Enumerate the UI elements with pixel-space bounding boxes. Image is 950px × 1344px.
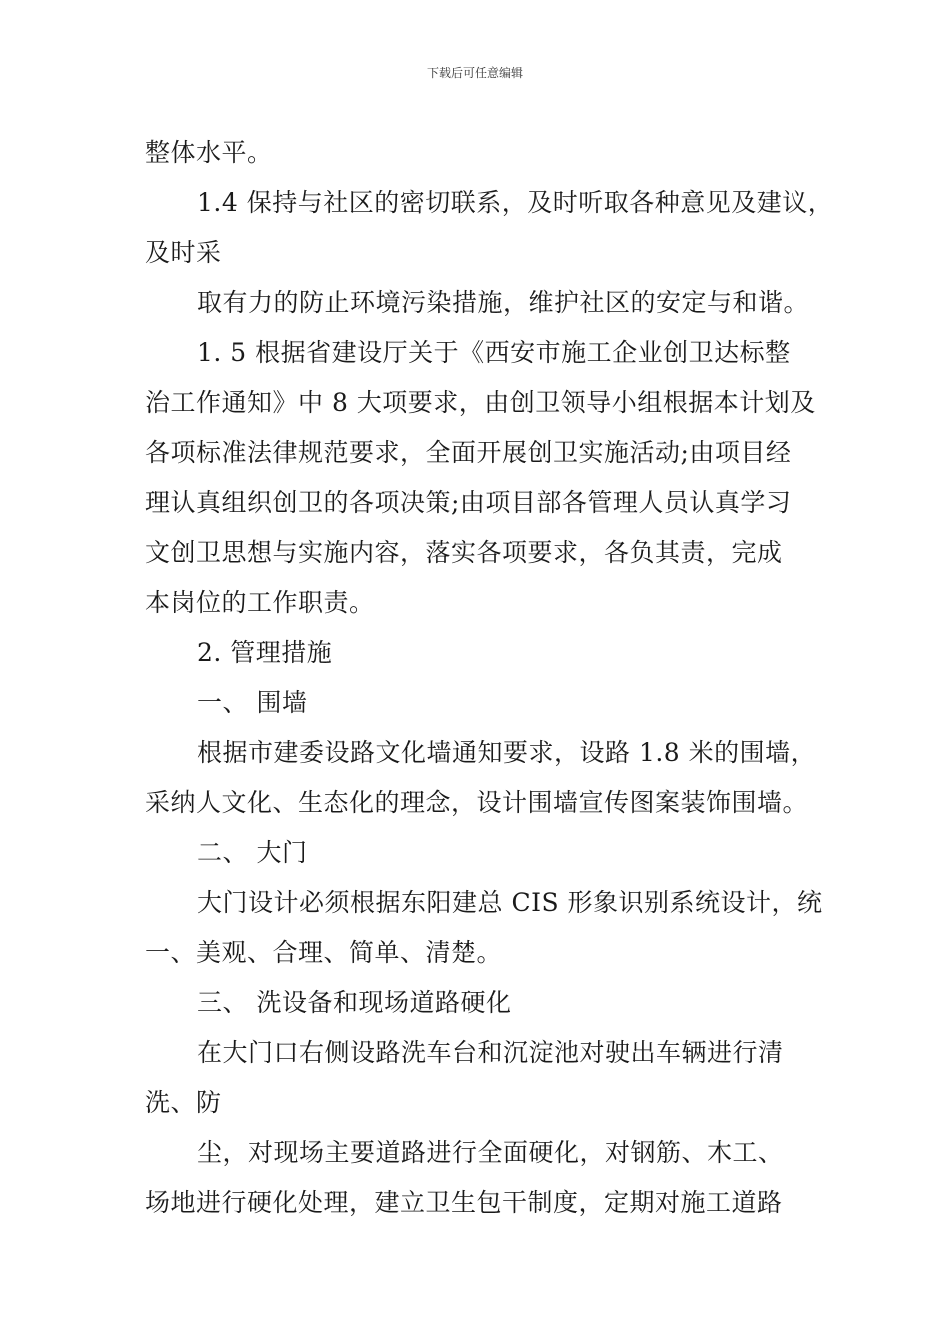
section-heading: 三、 洗设备和现场道路硬化 bbox=[197, 988, 512, 1017]
text-line: 取有力的防止环境污染措施，维护社区的安定与和谐。 bbox=[197, 288, 810, 317]
text-line: 整体水平。 bbox=[145, 138, 273, 167]
text-line: 大门设计必须根据东阳建总 CIS 形象识别系统设计，统 bbox=[197, 888, 823, 917]
text-line: 本岗位的工作职责。 bbox=[145, 588, 375, 617]
document-body bbox=[145, 128, 834, 1228]
text-line: 及时采 bbox=[145, 238, 222, 267]
text-line: 理认真组织创卫的各项决策;由项目部各管理人员认真学习 bbox=[145, 488, 792, 517]
text-line: 场地进行硬化处理，建立卫生包干制度，定期对施工道路 bbox=[145, 1188, 783, 1217]
section-heading: 二、 大门 bbox=[197, 838, 308, 867]
text-line: 文创卫思想与实施内容，落实各项要求，各负其责，完成 bbox=[145, 538, 783, 567]
text-line: 1. 5 根据省建设厅关于《西安市施工企业创卫达标整 bbox=[197, 338, 791, 367]
text-line: 1.4 保持与社区的密切联系，及时听取各种意见及建议， bbox=[197, 188, 834, 217]
text-line: 各项标准法律规范要求，全面开展创卫实施活动;由项目经 bbox=[145, 438, 792, 467]
section-heading: 一、 围墙 bbox=[197, 688, 308, 717]
text-line: 尘，对现场主要道路进行全面硬化，对钢筋、木工、 bbox=[197, 1138, 784, 1167]
page-header: 下载后可任意编辑 bbox=[426, 66, 523, 80]
section-heading: 2. 管理措施 bbox=[197, 638, 333, 667]
text-line: 一、美观、合理、简单、清楚。 bbox=[145, 938, 503, 967]
text-line: 洗、防 bbox=[145, 1088, 222, 1117]
text-line: 治工作通知》中 8 大项要求，由创卫领导小组根据本计划及 bbox=[145, 388, 816, 417]
text-line: 根据市建委设路文化墙通知要求，设路 1.8 米的围墙， bbox=[197, 738, 817, 767]
text-line: 采纳人文化、生态化的理念，设计围墙宣传图案装饰围墙。 bbox=[145, 788, 809, 817]
text-line: 在大门口右侧设路洗车台和沉淀池对驶出车辆进行清 bbox=[197, 1038, 784, 1067]
